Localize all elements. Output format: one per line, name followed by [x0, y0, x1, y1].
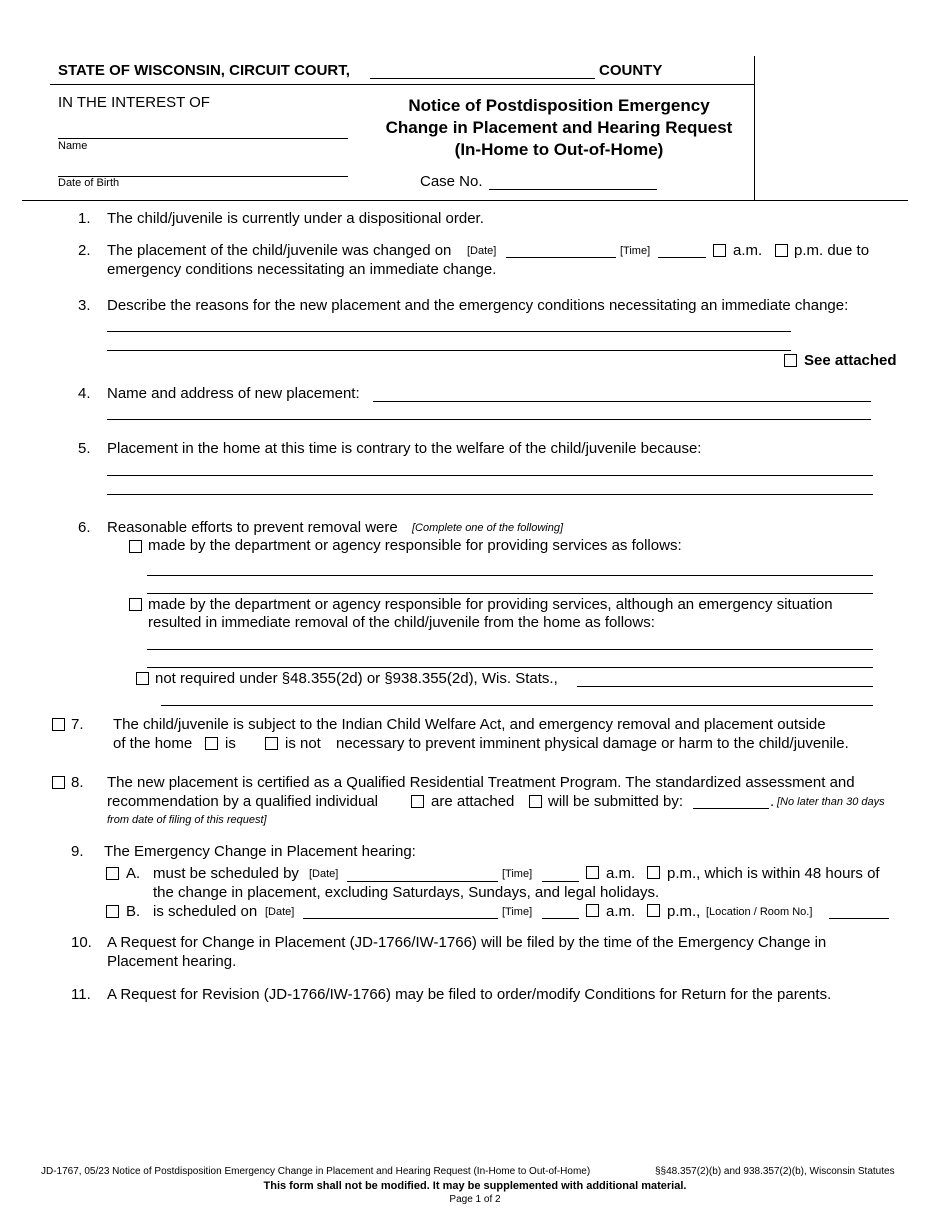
county-label: COUNTY: [599, 62, 663, 79]
assessment-submitted-checkbox[interactable]: [529, 795, 542, 808]
case-no-field[interactable]: [489, 189, 657, 190]
court-label: STATE OF WISCONSIN, CIRCUIT COURT,: [58, 62, 350, 79]
period: .: [770, 793, 775, 810]
hearing-a-pm-label: p.m., which is within 48 hours of: [667, 865, 880, 882]
efforts-option-2-line-1[interactable]: [147, 649, 873, 650]
hearing-option-a-text-cont: the change in placement, excluding Saturdays, Sundays, and legal holidays.: [153, 884, 660, 901]
hearing-a-time-field[interactable]: [542, 881, 579, 882]
dob-label: Date of Birth: [58, 177, 120, 189]
item-3-text: Describe the reasons for the new placement and the emergency conditions necessitating an immediate change:: [107, 297, 849, 314]
item-11-text: A Request for Revision (JD-1766/IW-1766) may be filed to order/modify Conditions for Return for the parents.: [107, 986, 832, 1003]
hearing-b-pm-checkbox[interactable]: [647, 904, 660, 917]
item-1-text: The child/juvenile is currently under a dispositional order.: [107, 210, 484, 227]
in-interest-label: IN THE INTEREST OF: [58, 94, 210, 111]
date-hint: [Date]: [467, 245, 497, 257]
hearing-b-pm-label: p.m.,: [667, 903, 701, 920]
efforts-option-3-checkbox[interactable]: [136, 672, 149, 685]
header-vertical-divider: [754, 56, 755, 200]
reasons-line-2[interactable]: [107, 350, 791, 351]
item-7-checkbox[interactable]: [52, 718, 65, 731]
item-2-text-cont: emergency conditions necessitating an immediate change.: [107, 261, 497, 278]
efforts-option-2-line-2[interactable]: [147, 667, 873, 668]
efforts-option-2-text-cont: resulted in immediate removal of the child/juvenile from the home as follows:: [148, 614, 655, 631]
pm-checkbox[interactable]: [775, 244, 788, 257]
hearing-b-am-checkbox[interactable]: [586, 904, 599, 917]
hearing-option-b-text: is scheduled on: [153, 903, 258, 920]
am-label: a.m.: [733, 242, 763, 259]
efforts-option-2-text: made by the department or agency responsible for providing services, although an emergency situation: [148, 596, 833, 613]
footer-statutes: §§48.357(2)(b) and 938.357(2)(b), Wisconsin Statutes: [655, 1166, 895, 1177]
title-line-1: Notice of Postdisposition Emergency: [408, 96, 710, 115]
hearing-location-field[interactable]: [829, 918, 889, 919]
time-hint: [Time]: [502, 868, 533, 880]
assessment-attached-checkbox[interactable]: [411, 795, 424, 808]
hearing-b-date-field[interactable]: [303, 918, 498, 919]
header-bottom-divider: [22, 200, 908, 201]
icwa-is-not-checkbox[interactable]: [265, 737, 278, 750]
assessment-attached-label: are attached: [431, 793, 515, 810]
item-7-text-end: necessary to prevent imminent physical damage or harm to the child/juvenile.: [336, 735, 849, 752]
item-7-text-cont: of the home: [113, 735, 193, 752]
name-label: Name: [58, 140, 88, 152]
item-10-text-cont: Placement hearing.: [107, 953, 237, 970]
efforts-option-1-text: made by the department or agency responsible for providing services as follows:: [148, 537, 682, 554]
hearing-option-b-label: B.: [126, 903, 141, 920]
see-attached-label: See attached: [804, 352, 897, 369]
efforts-option-1-line-1[interactable]: [147, 575, 873, 576]
hearing-b-time-field[interactable]: [542, 918, 579, 919]
item-8-text: The new placement is certified as a Qualified Residential Treatment Program. The standardized assessment and: [107, 774, 855, 791]
hearing-option-a-label: A.: [126, 865, 141, 882]
time-hint: [Time]: [620, 245, 651, 257]
name-field[interactable]: [58, 138, 348, 139]
placement-address-line-2[interactable]: [107, 419, 871, 420]
title-line-2: Change in Placement and Hearing Request: [385, 118, 733, 137]
item-6-note: [Complete one of the following]: [412, 522, 564, 534]
change-time-field[interactable]: [658, 257, 706, 258]
footer-form-id: JD-1767, 05/23 Notice of Postdisposition Emergency Change in Placement and Hearing Request (In-Home to Out-of-Home): [41, 1166, 591, 1177]
item-8-text-cont: recommendation by a qualified individual: [107, 793, 378, 810]
footer-page-number: Page 1 of 2: [449, 1194, 501, 1205]
item-7-text: The child/juvenile is subject to the Indian Child Welfare Act, and emergency removal and placement outside: [113, 716, 826, 733]
item-2-text: The placement of the child/juvenile was changed on: [107, 242, 452, 259]
time-hint: [Time]: [502, 906, 533, 918]
welfare-line-1[interactable]: [107, 475, 873, 476]
item-10-text: A Request for Change in Placement (JD-1766/IW-1766) will be filed by the time of the Emergency Change in: [107, 934, 827, 951]
item-number: 8.: [71, 774, 84, 791]
item-number: 6.: [78, 519, 91, 536]
location-hint: [Location / Room No.]: [706, 906, 813, 918]
item-number: 11.: [71, 986, 91, 1003]
efforts-option-1-line-2[interactable]: [147, 593, 873, 594]
welfare-line-2[interactable]: [107, 494, 873, 495]
icwa-is-checkbox[interactable]: [205, 737, 218, 750]
item-8-checkbox[interactable]: [52, 776, 65, 789]
header-divider: [50, 84, 754, 85]
footer-notice: This form shall not be modified. It may be supplemented with additional material.: [263, 1180, 687, 1192]
efforts-option-3-line-2[interactable]: [161, 705, 873, 706]
hearing-b-am-label: a.m.: [606, 903, 636, 920]
hearing-a-am-label: a.m.: [606, 865, 636, 882]
item-number: 5.: [78, 440, 91, 457]
assessment-submitted-label: will be submitted by:: [548, 793, 684, 810]
hearing-option-a-text: must be scheduled by: [153, 865, 299, 882]
item-number: 7.: [71, 716, 84, 733]
item-number: 9.: [71, 843, 84, 860]
hearing-option-a-checkbox[interactable]: [106, 867, 119, 880]
pm-label: p.m. due to: [794, 242, 870, 259]
hearing-a-pm-checkbox[interactable]: [647, 866, 660, 879]
hearing-option-b-checkbox[interactable]: [106, 905, 119, 918]
item-8-note-cont: from date of filing of this request]: [107, 814, 267, 826]
submitted-by-field[interactable]: [693, 808, 769, 809]
item-4-text: Name and address of new placement:: [107, 385, 360, 402]
item-5-text: Placement in the home at this time is contrary to the welfare of the child/juvenile because:: [107, 440, 702, 457]
date-hint: [Date]: [265, 906, 295, 918]
hearing-a-date-field[interactable]: [347, 881, 498, 882]
item-number: 1.: [78, 210, 91, 227]
item-6-text: Reasonable efforts to prevent removal were: [107, 519, 398, 536]
am-checkbox[interactable]: [713, 244, 726, 257]
page-title: [370, 95, 748, 161]
efforts-option-3-line-1[interactable]: [577, 686, 873, 687]
item-number: 10.: [71, 934, 92, 951]
reasons-line-1[interactable]: [107, 331, 791, 332]
item-number: 2.: [78, 242, 91, 259]
efforts-option-1-checkbox[interactable]: [129, 540, 142, 553]
hearing-a-am-checkbox[interactable]: [586, 866, 599, 879]
placement-address-line-1[interactable]: [373, 401, 871, 402]
case-no-label: Case No.: [420, 173, 483, 190]
title-line-3: (In-Home to Out-of-Home): [454, 140, 664, 159]
change-date-field[interactable]: [506, 257, 616, 258]
efforts-option-3-text: not required under §48.355(2d) or §938.355(2d), Wis. Stats.,: [155, 670, 558, 687]
icwa-is-not-label: is not: [285, 735, 321, 752]
item-9-text: The Emergency Change in Placement hearing:: [104, 843, 416, 860]
county-field[interactable]: [370, 78, 595, 79]
item-8-note: [No later than 30 days: [777, 796, 885, 808]
see-attached-checkbox[interactable]: [784, 354, 797, 367]
date-hint: [Date]: [309, 868, 339, 880]
item-number: 3.: [78, 297, 91, 314]
efforts-option-2-checkbox[interactable]: [129, 598, 142, 611]
item-number: 4.: [78, 385, 91, 402]
icwa-is-label: is: [225, 735, 236, 752]
